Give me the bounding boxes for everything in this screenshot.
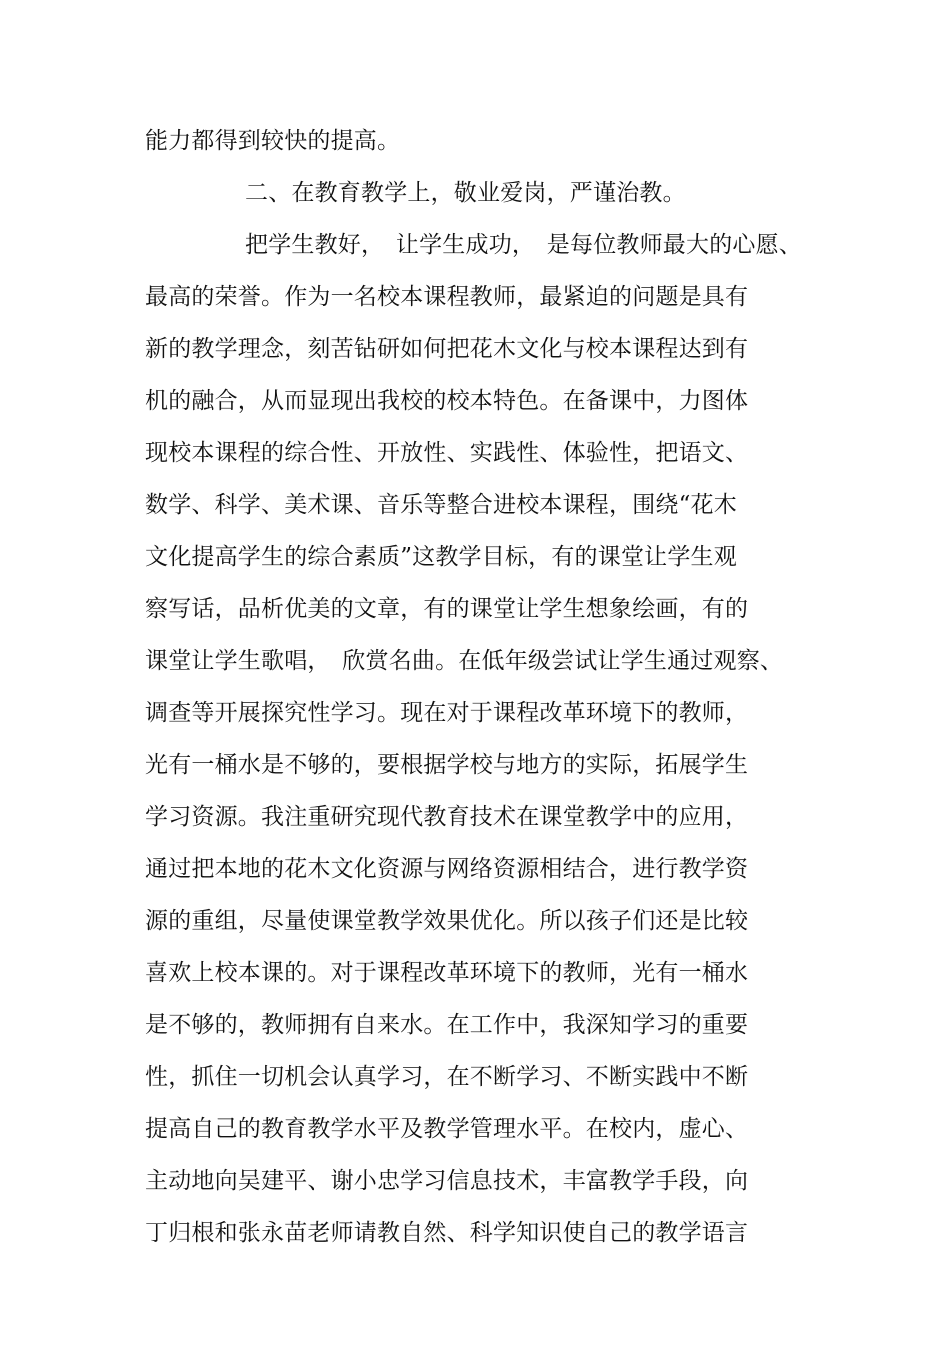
text-line: 能力都得到较快的提高。 xyxy=(145,128,401,154)
text-line: 通过把本地的花木文化资源与网络资源相结合，进行教学资 xyxy=(145,856,749,882)
text-line: 主动地向吴建平、谢小忠学习信息技术，丰富教学手段，向 xyxy=(145,1168,749,1194)
text-line: 文化提高学生的综合素质”这教学目标，有的课堂让学生观 xyxy=(145,544,737,570)
text-line: 数学、科学、美术课、音乐等整合进校本课程，围绕“花木 xyxy=(145,492,737,518)
text-line: 学习资源。我注重研究现代教育技术在课堂教学中的应用， xyxy=(145,804,749,830)
text-line: 课堂让学生歌唱， 欣赏名曲。在低年级尝试让学生通过观察、 xyxy=(145,648,784,674)
text-line: 现校本课程的综合性、开放性、实践性、体验性，把语文、 xyxy=(145,440,749,466)
text-line: 最高的荣誉。作为一名校本课程教师，最紧迫的问题是具有 xyxy=(145,284,749,310)
text-line: 察写话，品析优美的文章，有的课堂让学生想象绘画，有的 xyxy=(145,596,749,622)
text-line: 喜欢上校本课的。对于课程改革环境下的教师，光有一桶水 xyxy=(145,960,749,986)
text-line: 新的教学理念，刻苦钻研如何把花木文化与校本课程达到有 xyxy=(145,336,749,362)
text-line: 源的重组，尽量使课堂教学效果优化。所以孩子们还是比较 xyxy=(145,908,749,934)
text-line: 提高自己的教育教学水平及教学管理水平。在校内，虚心、 xyxy=(145,1116,749,1142)
text-line: 光有一桶水是不够的，要根据学校与地方的实际，拓展学生 xyxy=(145,752,749,778)
text-line: 机的融合，从而显现出我校的校本特色。在备课中，力图体 xyxy=(145,388,749,414)
section-heading: 二、在教育教学上，敬业爱岗，严谨治教。 xyxy=(245,180,686,206)
text-line: 把学生教好， 让学生成功， 是每位教师最大的心愿、 xyxy=(245,232,802,258)
text-line: 是不够的，教师拥有自来水。在工作中，我深知学习的重要 xyxy=(145,1012,749,1038)
text-line: 调查等开展探究性学习。现在对于课程改革环境下的教师， xyxy=(145,700,749,726)
text-line: 性，抓住一切机会认真学习，在不断学习、不断实践中不断 xyxy=(145,1064,749,1090)
text-line: 丁归根和张永苗老师请教自然、科学知识使自己的教学语言 xyxy=(145,1220,749,1246)
